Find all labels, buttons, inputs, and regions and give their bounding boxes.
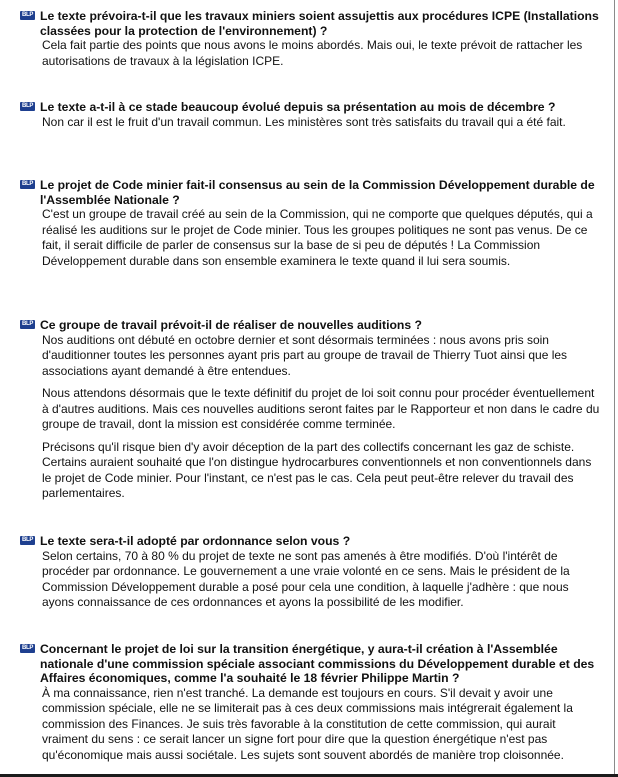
question-heading [18,178,602,207]
question-bullet-icon: BLP [21,103,34,109]
question-text: Le texte sera-t-il adopté par ordonnance selon vous ? [40,534,351,548]
question-text: Ce groupe de travail prévoit-il de réaliser de nouvelles auditions ? [40,318,422,332]
answer-paragraph: Cela fait partie des points que nous avons le moins abordés. Mais oui, le texte prévoit de rattacher les autorisations de travaux à la législation ICPE. [42,38,583,68]
question-heading [18,534,602,549]
qa-section-consensus [18,178,602,269]
answer-paragraph: C'est un groupe de travail créé au sein de la Commission, qui ne comporte que quelques députés, qui a réalisé les auditions sur le projet de Code minier. Tous les groupes politiques ne sont pas venus. De ce fait, il serait difficile de parler de consensus sur la base de si peu de députés ! La Commission Développement durable dans son ensemble examinera le texte quand il lui sera soumis. [42,207,593,268]
answer-paragraph: Non car il est le fruit d'un travail commun. Les ministères sont très satisfaits du travail qui a été fait. [42,114,566,129]
question-bullet-icon: BLP [21,537,34,543]
question-bullet-icon: BLP [21,181,34,187]
question-text: Le texte a-t-il à ce stade beaucoup évolué depuis sa présentation au mois de décembre ? [40,100,556,114]
answer-paragraph: Selon certains, 70 à 80 % du projet de texte ne sont pas amenés à être modifiés. D'où l'intérêt de procéder par ordonnance. Le gouvernement a une vraie volonté en ce sens. Mais le président de la Commission Développement durable a posé pour cela une condition, à laquelle j'adhère : que nous ayons connaissance de ces ordonnances et ayons la possibilité de les modifier. [42,548,570,609]
qa-section-transition [18,642,602,763]
question-text: Le texte prévoira-t-il que les travaux miniers soient assujettis aux procédures ICPE (Installations classées pour la protection de l'environnement) ? [40,9,599,38]
question-bullet-icon: BLP [21,321,34,327]
question-text: Le projet de Code minier fait-il consensus au sein de la Commission Développement durable de l'Assemblée Nationale ? [40,178,595,207]
qa-section-evolution [18,100,602,130]
qa-section-ordonnance [18,534,602,611]
answer-paragraph: À ma connaissance, rien n'est tranché. La demande est toujours en cours. S'il devait y avoir une commission spéciale, elle ne se limiterait pas à ces deux commissions mais intégrerait également la commission des Finances. Je suis très favorable à la constitution de cette commission, qui aurait vraiment du sens : ce serait lancer un signe fort pour dire que la question énergétique n'est pas qu'économique mais aussi sociétale. Les sujets sont souvent abordés de manière trop cloisonnée. [42,685,573,762]
qa-section-icpe [18,9,602,69]
question-bullet-icon: BLP [21,12,34,18]
answer-paragraph: Nos auditions ont débuté en octobre dernier et sont désormais terminées : nous avons pris soin d'auditionner toutes les personnes ayant pris part au groupe de travail de Thierry Tuot ainsi que les associations ayant demandé à être entendues. [42,332,568,378]
question-heading [18,100,602,115]
page-right-rule [614,0,615,777]
qa-section-auditions [18,318,602,502]
question-heading [18,9,602,38]
answer-paragraph: Nous attendons désormais que le texte définitif du projet de loi soit connu pour procéder éventuellement à d'autres auditions. Mais ces nouvelles auditions seront faites par le Rapporteur et non dans le cadre du groupe de travail, dont la mission est considérée comme terminée. [42,386,600,431]
question-heading [18,642,602,686]
question-text: Concernant le projet de loi sur la transition énergétique, y aura-t-il création à l'Assemblée nationale d'une commission spéciale associant commissions du Développement durable et des Affaires économiques, comme l'a souhaité le 18 février Philippe Martin ? [40,642,595,685]
answer-paragraph: Précisons qu'il risque bien d'y avoir déception de la part des collectifs concernant les gaz de schiste. Certains auraient souhaité que l'on distingue hydrocarbures conventionnels et non conventionnels dans le projet de Code minier. Pour l'instant, ce n'est pas le cas. Cela peut peut-être relever du travail des parlementaires. [42,439,592,500]
question-heading [18,318,602,333]
question-bullet-icon: BLP [21,645,34,651]
